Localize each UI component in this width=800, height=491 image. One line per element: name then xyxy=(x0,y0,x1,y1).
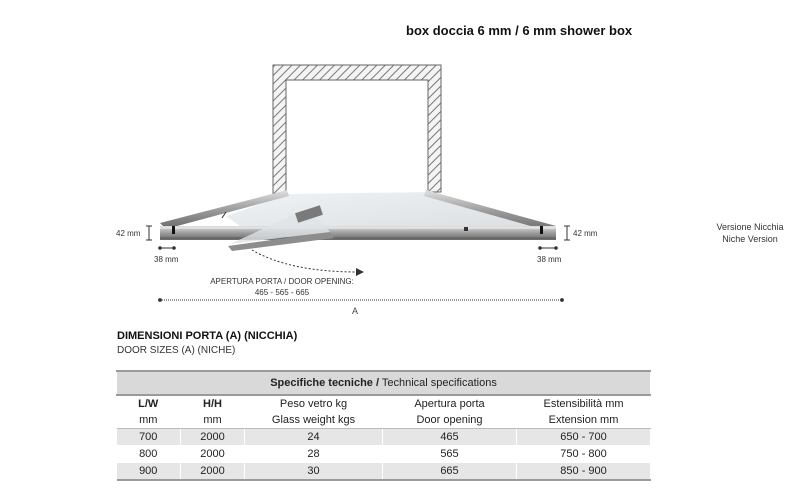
cell: 30 xyxy=(245,463,383,481)
col-header: L/W xyxy=(117,395,181,412)
cell: 465 xyxy=(383,429,517,446)
cell: 28 xyxy=(245,446,383,463)
spec-title-bold: Specifiche tecniche / xyxy=(270,377,380,389)
spec-table-title xyxy=(117,371,651,395)
spec-table xyxy=(116,370,651,481)
height-dimension-left xyxy=(146,226,152,240)
table-row xyxy=(117,446,651,463)
cell: 2000 xyxy=(181,446,245,463)
col-header: Estensibilità mm xyxy=(517,395,651,412)
spec-table-header xyxy=(117,371,651,395)
door-opening-note xyxy=(206,276,358,298)
col-header: Apertura porta xyxy=(383,395,517,412)
table-row xyxy=(117,429,651,446)
cell: 2000 xyxy=(181,429,245,446)
cell: 850 - 900 xyxy=(517,463,651,481)
width-dimension-right xyxy=(539,247,558,250)
cell: 800 xyxy=(117,446,181,463)
version-it: Versione Nicchia xyxy=(716,222,784,232)
col-unit: mm xyxy=(117,412,181,429)
cell: 750 - 800 xyxy=(517,446,651,463)
cell: 900 xyxy=(117,463,181,481)
table-row xyxy=(117,463,651,481)
cell: 565 xyxy=(383,446,517,463)
right-height-label: 42 mm xyxy=(573,229,598,238)
section-title: DIMENSIONI PORTA (A) (NICCHIA) xyxy=(117,330,298,342)
cell: 665 xyxy=(383,463,517,481)
height-dimension-right xyxy=(564,226,570,240)
version-note xyxy=(700,221,800,245)
dimension-a-label: A xyxy=(352,306,359,316)
cell: 2000 xyxy=(181,463,245,481)
col-header: Peso vetro kg xyxy=(245,395,383,412)
niche-walls xyxy=(273,65,441,196)
dimension-a xyxy=(159,299,564,302)
cell: 700 xyxy=(117,429,181,446)
spec-title-normal: Technical specifications xyxy=(379,377,497,389)
right-width-label: 38 mm xyxy=(537,255,562,264)
col-header: H/H xyxy=(181,395,245,412)
section-subtitle: DOOR SIZES (A) (NICHE) xyxy=(117,345,236,356)
left-width-label: 38 mm xyxy=(154,255,179,264)
col-unit: Glass weight kgs xyxy=(245,412,383,429)
door-opening-values: 465 - 565 - 665 xyxy=(254,288,310,297)
door-opening-label: APERTURA PORTA / DOOR OPENING: xyxy=(210,277,354,286)
cell: 24 xyxy=(245,429,383,446)
version-en: Niche Version xyxy=(722,234,778,244)
col-unit: Door opening xyxy=(383,412,517,429)
page-title: box doccia 6 mm / 6 mm shower box xyxy=(406,23,633,38)
cell: 650 - 700 xyxy=(517,429,651,446)
width-dimension-left xyxy=(159,247,176,250)
column-headers-bottom xyxy=(117,412,651,429)
col-unit: Extension mm xyxy=(517,412,651,429)
opening-arc xyxy=(252,250,358,272)
left-height-label: 42 mm xyxy=(116,229,141,238)
col-unit: mm xyxy=(181,412,245,429)
column-headers-top xyxy=(117,395,651,412)
